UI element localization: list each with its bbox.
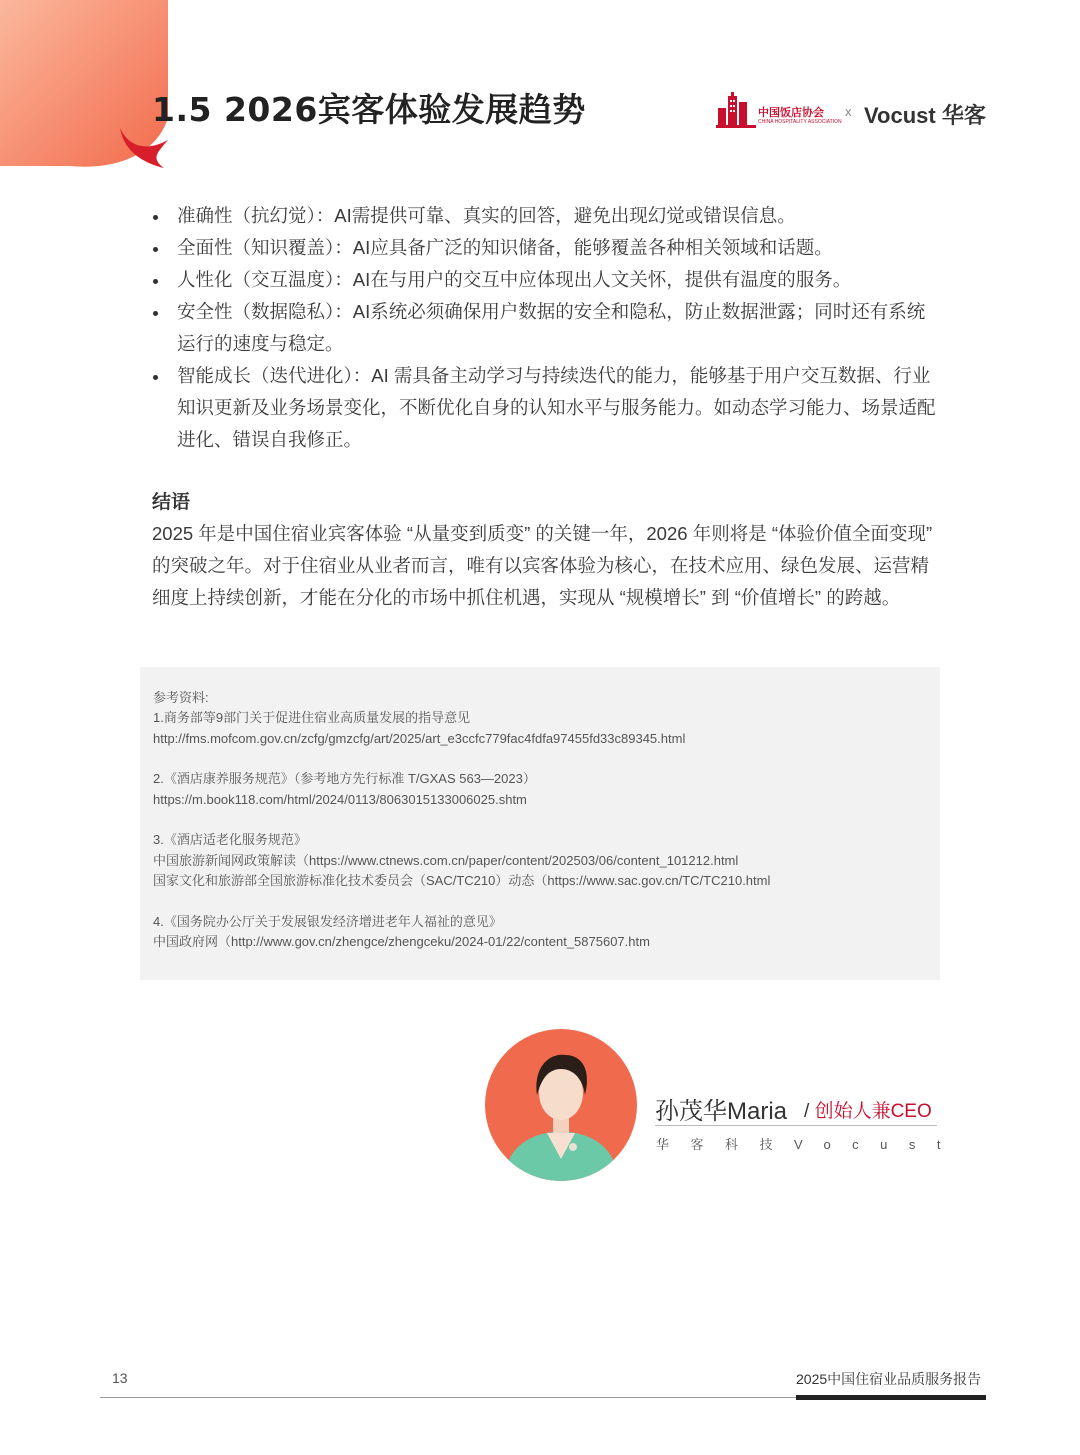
reference-line: 2.《酒店康养服务规范》（参考地方先行标准 T/GXAS 563—2023）: [153, 771, 536, 786]
list-item: [150, 232, 940, 264]
author-role-separator: /: [804, 1101, 810, 1122]
page-title: 1.5 2026宾客体验发展趋势: [152, 90, 586, 129]
list-item: [150, 200, 940, 232]
footer-accent-bar: [796, 1395, 986, 1400]
references-heading: 参考资料:: [153, 690, 209, 705]
author-role: [804, 1096, 932, 1123]
list-item: [150, 296, 940, 360]
reference-line: 3.《酒店适老化服务规范》: [153, 832, 307, 847]
author-portrait-icon: [485, 1029, 637, 1181]
list-item-text: 安全性（数据隐私）：AI系统必须确保用户数据的安全和隐私，防止数据泄露；同时还有系统运行的速度与稳定。: [177, 301, 926, 354]
conclusion-heading: 结语: [152, 492, 191, 513]
author-avatar: [485, 1029, 637, 1181]
reference-link[interactable]: 中国政府网（http://www.gov.cn/zhengce/zhengceku/2024-01/22/content_5875607.htm: [153, 934, 650, 949]
list-item-text: 智能成长（迭代进化）：AI 需具备主动学习与持续迭代的能力，能够基于用户交互数据、行业知识更新及业务场景变化，不断优化自身的认知水平与服务能力。如动态学习能力、场景适配进化、错误自我修正。: [177, 365, 936, 450]
list-item: [150, 264, 940, 296]
bullet-icon: [153, 311, 158, 316]
bullet-icon: [153, 375, 158, 380]
bullet-icon: [153, 215, 158, 220]
header-logos: [716, 92, 986, 132]
cha-logo-name: 中国饭店协会: [758, 106, 824, 119]
trend-list: [150, 200, 940, 456]
list-item-text: 人性化（交互温度）：AI在与用户的交互中应体现出人文关怀，提供有温度的服务。: [177, 269, 852, 290]
vocust-logo: Vocust 华客: [864, 103, 986, 128]
list-item-text: 全面性（知识覆盖）：AI应具备广泛的知识储备，能够覆盖各种相关领域和话题。: [177, 237, 833, 258]
footer-report-title: 2025中国住宿业品质服务报告: [796, 1371, 982, 1387]
reference-link[interactable]: https://m.book118.com/html/2024/0113/8063015133006025.shtm: [153, 791, 527, 807]
author-divider: [655, 1125, 937, 1126]
reference-link[interactable]: 国家文化和旅游部全国旅游标准化技术委员会（SAC/TC210）动态（https://www.sac.gov.cn/TC/TC210.html: [153, 873, 771, 888]
list-item: [150, 360, 940, 456]
author-role-text: 创始人兼CEO: [814, 1101, 932, 1122]
page-number: 13: [112, 1370, 128, 1386]
cha-logo-subtitle: CHINA HOSPITALITY ASSOCIATION: [758, 119, 842, 125]
bullet-icon: [153, 279, 158, 284]
author-name: 孙茂华Maria: [655, 1098, 788, 1125]
reference-link[interactable]: http://fms.mofcom.gov.cn/zcfg/gmzcfg/art/2025/art_e3ccfc779fac4fdfa97455fd33c89345.html: [153, 730, 686, 746]
corner-decoration: [0, 0, 175, 175]
conclusion-text: 2025 年是中国住宿业宾客体验 “从量变到质变” 的关键一年，2026 年则将是 “体验价值全面变现” 的突破之年。对于住宿业从业者而言，唯有以宾客体验为核心，在技术应用、绿色发展、运营精细度上持续创新，才能在分化的市场中抓住机遇，实现从 “规模增长” 到 “价值增长” 的跨越。: [152, 523, 933, 608]
author-company: 华客科技Vocust: [656, 1137, 963, 1152]
list-item-text: 准确性（抗幻觉）：AI需提供可靠、真实的回答，避免出现幻觉或错误信息。: [177, 205, 796, 226]
references-box: [140, 667, 940, 980]
reference-line: 4.《国务院办公厅关于发展银发经济增进老年人福祉的意见》: [153, 913, 502, 929]
bullet-icon: [153, 247, 158, 252]
cha-logo-icon: [716, 92, 756, 128]
reference-line: 1.商务部等9部门关于促进住宿业高质量发展的指导意见: [153, 710, 471, 725]
logo-separator: x: [845, 104, 852, 119]
reference-link[interactable]: 中国旅游新闻网政策解读（https://www.ctnews.com.cn/paper/content/202503/06/content_101212.html: [153, 852, 739, 868]
